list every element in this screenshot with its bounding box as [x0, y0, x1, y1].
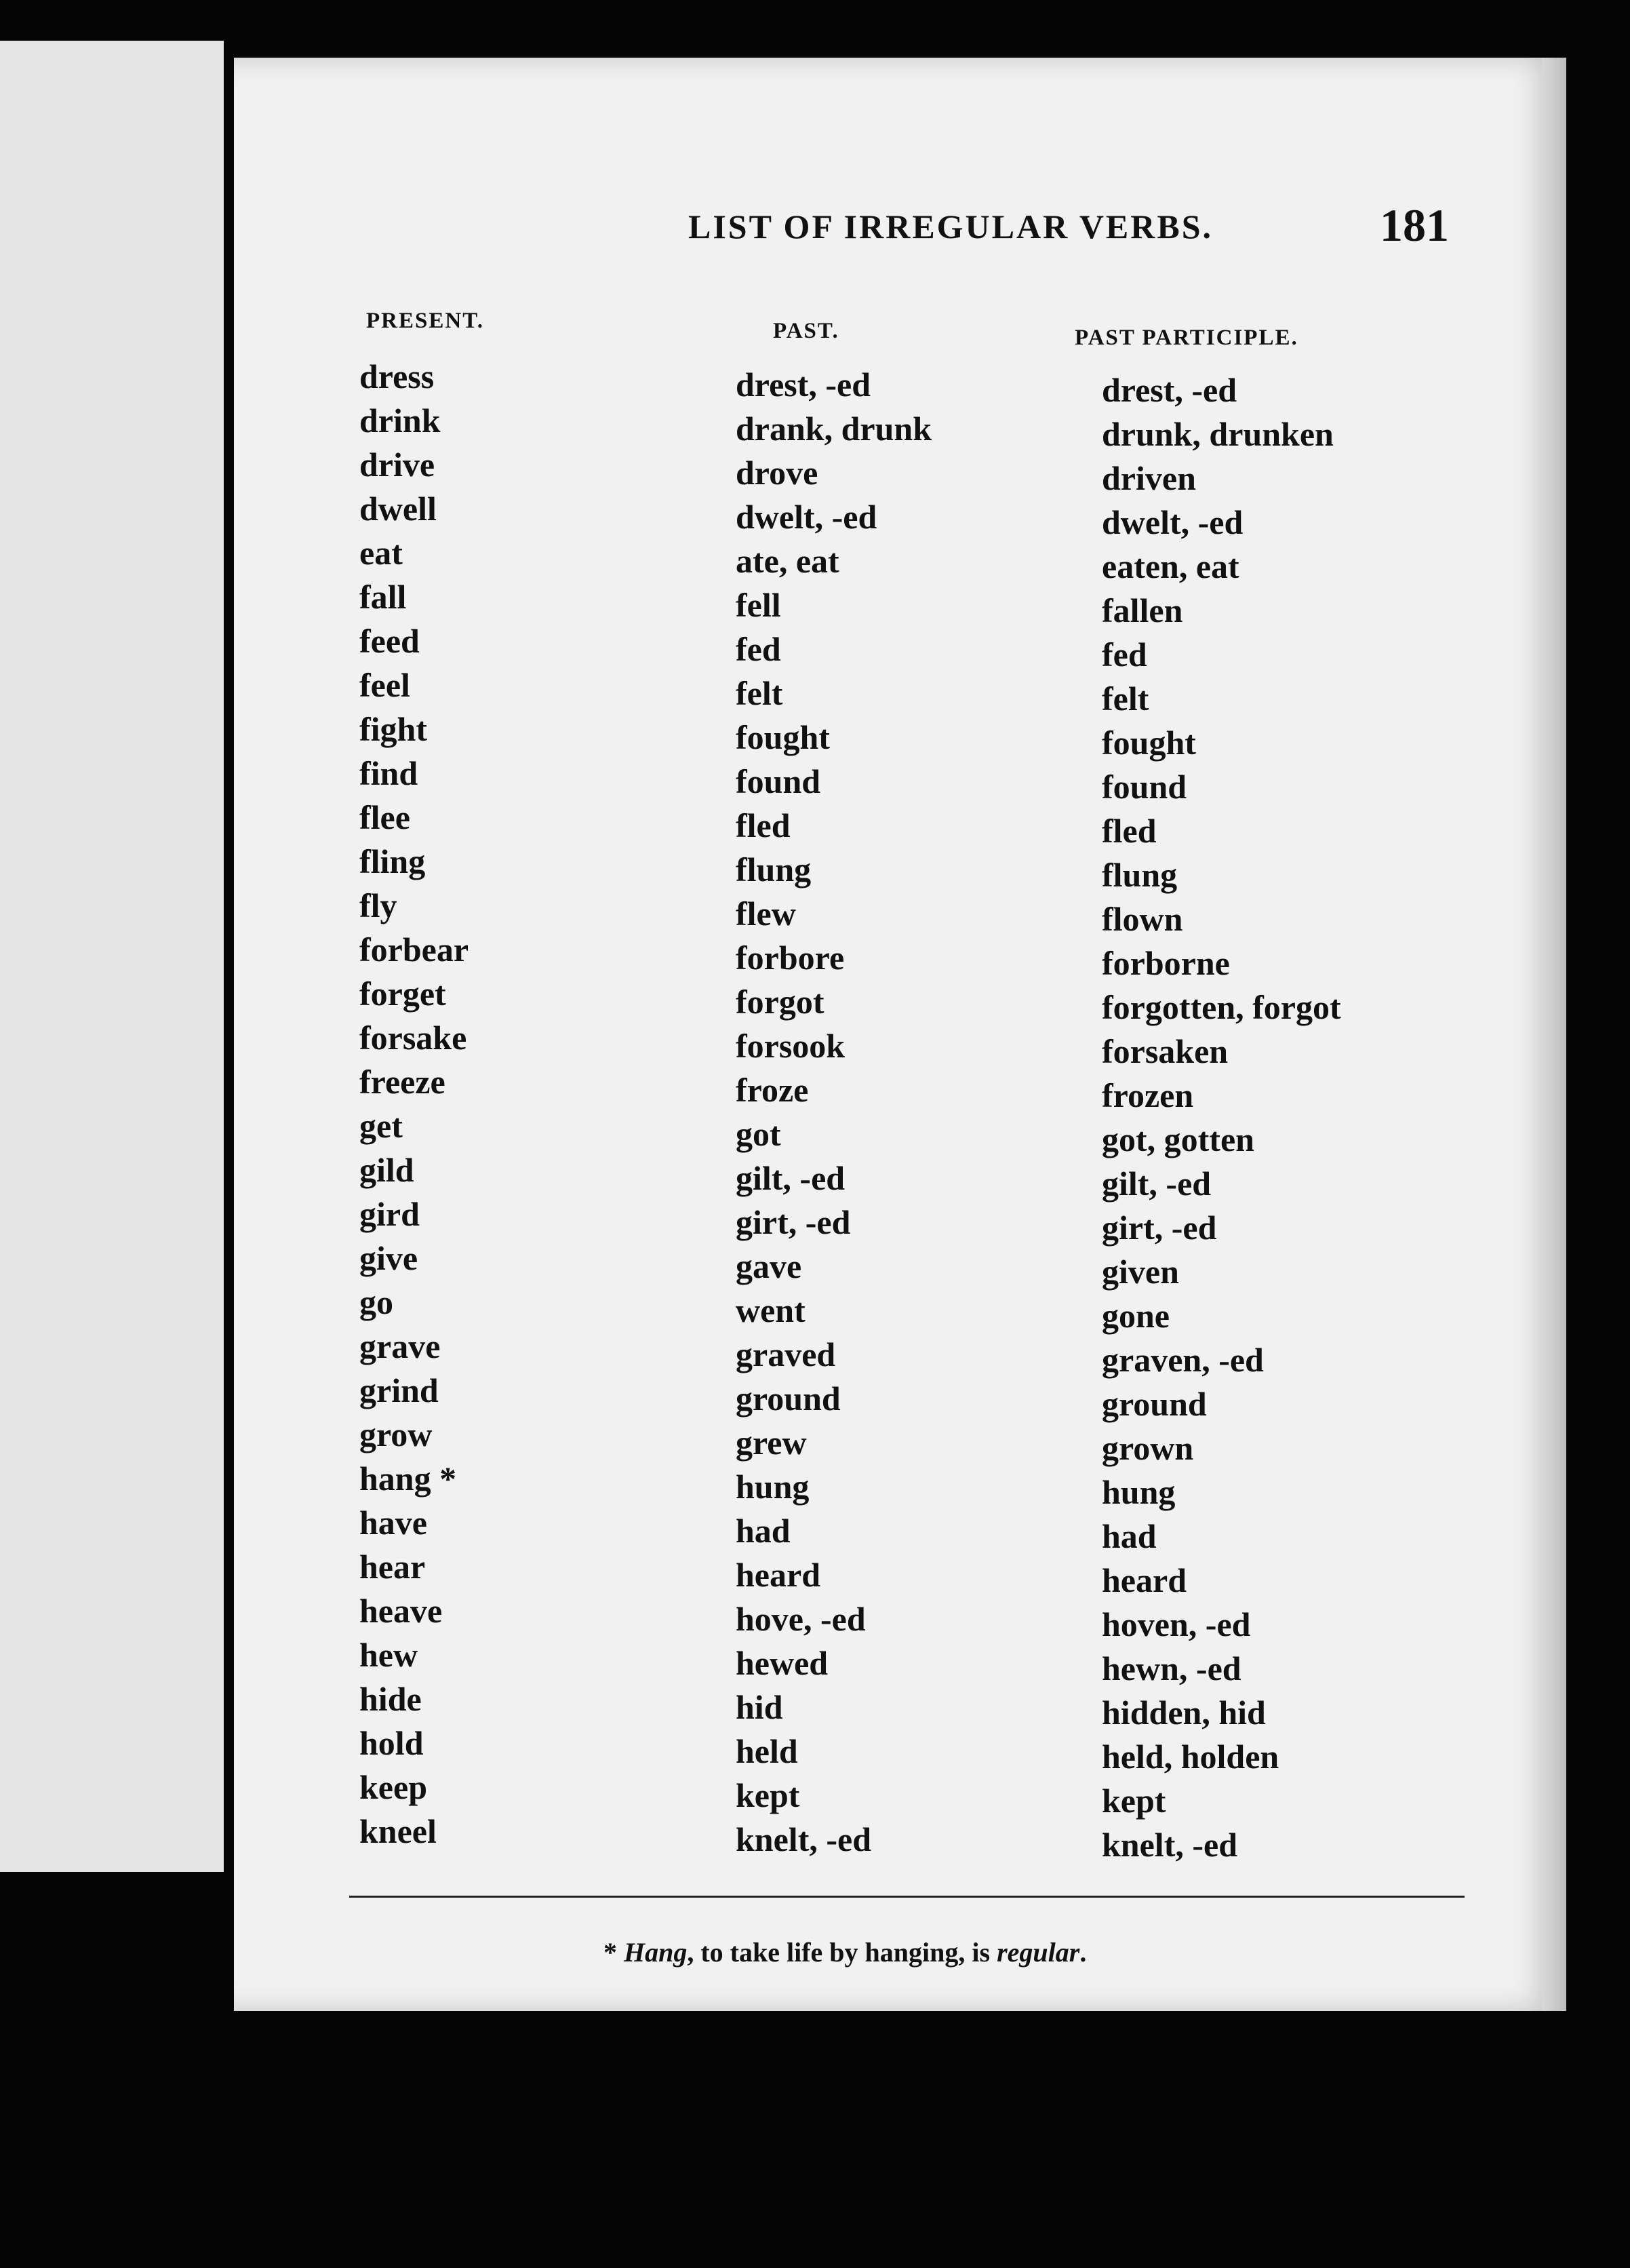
past-form: grew — [736, 1424, 807, 1462]
past-form: fell — [736, 586, 781, 624]
past-participle-form: eaten, eat — [1102, 547, 1239, 585]
past-participle-form: hoven, -ed — [1102, 1605, 1251, 1643]
past-participle-form: dwelt, -ed — [1102, 503, 1244, 541]
present-form: find — [359, 754, 418, 792]
present-column — [359, 355, 469, 1854]
past-participle-form: knelt, -ed — [1102, 1826, 1237, 1864]
present-form: grave — [359, 1327, 441, 1365]
past-form: gave — [736, 1247, 802, 1285]
past-participle-form: gilt, -ed — [1102, 1165, 1212, 1203]
present-form: hold — [359, 1724, 424, 1762]
past-participle-form: had — [1102, 1517, 1157, 1555]
past-participle-form: forsaken — [1102, 1032, 1229, 1070]
present-form: eat — [359, 534, 403, 572]
past-participle-form: driven — [1102, 459, 1196, 497]
past-form: ate, eat — [736, 542, 839, 580]
past-form: felt — [736, 674, 783, 712]
present-form: dress — [359, 357, 435, 395]
present-form: keep — [359, 1768, 427, 1806]
present-form: fall — [359, 578, 407, 616]
past-form: hewed — [736, 1644, 829, 1682]
past-column-header: PAST. — [773, 319, 839, 343]
past-participle-form: got, gotten — [1102, 1120, 1254, 1158]
present-form: hang * — [359, 1460, 457, 1498]
past-participle-form: drest, -ed — [1102, 371, 1237, 409]
present-form: fight — [359, 710, 427, 748]
past-form: heard — [736, 1556, 820, 1594]
present-form: grow — [359, 1415, 433, 1453]
footnote-rule — [349, 1896, 1465, 1898]
past-participle-form: ground — [1102, 1385, 1207, 1423]
present-form: hear — [359, 1548, 426, 1586]
present-form: get — [359, 1107, 403, 1145]
past-participle-form: girt, -ed — [1102, 1209, 1217, 1247]
past-form: hid — [736, 1688, 783, 1726]
present-form: gild — [359, 1151, 414, 1189]
past-participle-form: hidden, hid — [1102, 1694, 1266, 1732]
past-form: drove — [736, 454, 818, 492]
past-participle-form: fled — [1102, 812, 1157, 850]
past-form: hove, -ed — [736, 1600, 866, 1638]
present-form: feed — [359, 622, 420, 660]
past-form: ground — [736, 1380, 841, 1418]
past-participle-form: given — [1102, 1253, 1179, 1291]
past-participle-column — [1102, 368, 1341, 1867]
past-form: knelt, -ed — [736, 1820, 871, 1858]
book-page — [234, 58, 1566, 2011]
past-form: girt, -ed — [736, 1203, 851, 1241]
past-form: flung — [736, 850, 812, 888]
past-form: flew — [736, 895, 796, 933]
footnote-middle: , to take life by hanging, is — [687, 1937, 997, 1968]
past-participle-form: hung — [1102, 1473, 1176, 1511]
present-form: grind — [359, 1371, 439, 1409]
past-form: forgot — [736, 983, 824, 1021]
past-participle-form: graven, -ed — [1102, 1341, 1264, 1379]
present-form: drink — [359, 402, 441, 439]
past-participle-form: fed — [1102, 636, 1147, 673]
footnote-marker: * — [603, 1937, 617, 1968]
past-form: drest, -ed — [736, 366, 871, 404]
past-participle-form: hewn, -ed — [1102, 1649, 1241, 1687]
past-participle-form: kept — [1102, 1782, 1166, 1820]
past-form: kept — [736, 1776, 800, 1814]
footnote — [603, 1936, 1086, 1968]
facing-page-edge — [0, 41, 224, 1872]
present-form: heave — [359, 1592, 443, 1630]
present-form: hew — [359, 1636, 418, 1674]
running-head: LIST OF IRREGULAR VERBS. — [688, 208, 1214, 246]
past-participle-form: frozen — [1102, 1076, 1194, 1114]
present-form: flee — [359, 798, 410, 836]
present-form: forbear — [359, 931, 469, 969]
past-participle-form: flung — [1102, 856, 1178, 894]
footnote-end: . — [1079, 1937, 1087, 1968]
past-participle-form: flown — [1102, 900, 1183, 938]
footnote-emphasis: regular — [997, 1937, 1080, 1968]
past-form: fled — [736, 806, 791, 844]
past-form: hung — [736, 1468, 810, 1506]
past-participle-form: gone — [1102, 1297, 1170, 1335]
past-form: had — [736, 1512, 791, 1550]
present-form: gird — [359, 1195, 420, 1233]
past-form: graved — [736, 1335, 836, 1373]
present-form: fling — [359, 842, 426, 880]
present-form: freeze — [359, 1063, 445, 1101]
past-form: gilt, -ed — [736, 1159, 846, 1197]
past-participle-form: heard — [1102, 1561, 1187, 1599]
present-form: fly — [359, 886, 397, 924]
past-form: fed — [736, 630, 781, 668]
past-participle-form: grown — [1102, 1429, 1194, 1467]
past-participle-form: forborne — [1102, 944, 1230, 982]
past-participle-form: fallen — [1102, 591, 1183, 629]
present-form: forget — [359, 975, 446, 1013]
past-form: dwelt, -ed — [736, 498, 877, 536]
present-form: dwell — [359, 490, 437, 528]
past-participle-form: felt — [1102, 680, 1149, 718]
past-participle-column-header: PAST PARTICIPLE. — [1075, 326, 1298, 350]
present-form: give — [359, 1239, 418, 1277]
present-form: drive — [359, 446, 435, 484]
past-column — [736, 363, 932, 1862]
past-form: held — [736, 1732, 798, 1770]
past-form: went — [736, 1291, 806, 1329]
past-form: forbore — [736, 939, 845, 977]
present-form: forsake — [359, 1019, 467, 1057]
past-participle-form: drunk, drunken — [1102, 415, 1334, 453]
past-participle-form: fought — [1102, 724, 1196, 762]
past-form: froze — [736, 1071, 809, 1109]
page-number: 181 — [1380, 199, 1449, 251]
present-form: go — [359, 1283, 393, 1321]
past-participle-form: forgotten, forgot — [1102, 988, 1341, 1026]
past-form: found — [736, 762, 821, 800]
past-participle-form: found — [1102, 768, 1187, 806]
page-edge — [1542, 58, 1566, 2011]
past-form: drank, drunk — [736, 410, 932, 448]
present-form: hide — [359, 1680, 422, 1718]
present-form: feel — [359, 666, 410, 704]
past-form: fought — [736, 718, 830, 756]
present-form: have — [359, 1504, 427, 1542]
present-column-header: PRESENT. — [366, 309, 485, 333]
past-form: forsook — [736, 1027, 846, 1065]
past-form: got — [736, 1115, 781, 1153]
footnote-word: Hang — [624, 1937, 688, 1968]
past-participle-form: held, holden — [1102, 1738, 1279, 1776]
present-form: kneel — [359, 1812, 437, 1850]
